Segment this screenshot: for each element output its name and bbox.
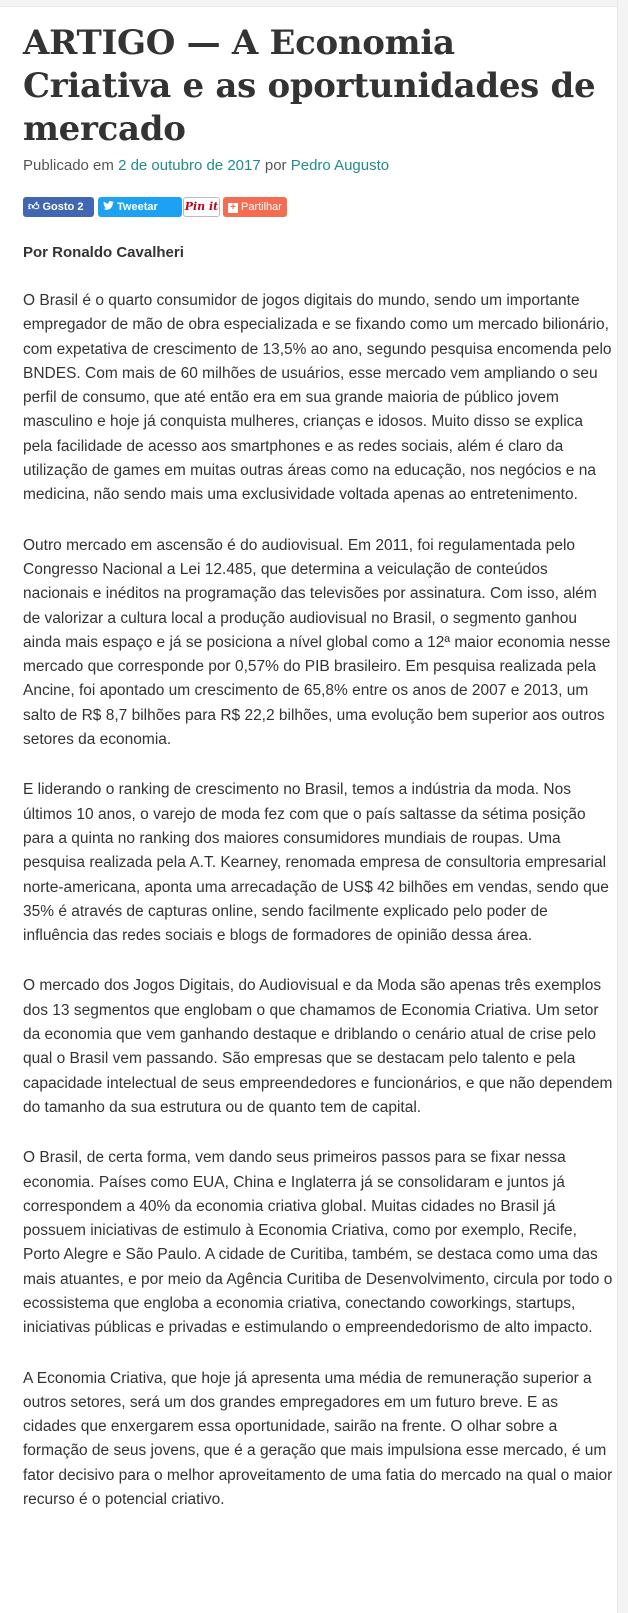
pinterest-pin-button[interactable] [183,197,220,217]
byline: Por Ronaldo Cavalheri [23,244,184,261]
article [23,22,613,1512]
page-right-border [617,0,628,1613]
paragraph: A Economia Criativa, que hoje já apresenta uma média de remuneração superior a outros setores, será um dos grandes empregadores em um futuro breve. E as cidades que enxergarem essa oportunidade, sairão na frente. O olhar sobre a formação de seus jovens, que é a geração que mais impulsiona esse mercado, é um fator decisivo para o melhor aproveitamento de uma fatia do mercado na qual o maior recurso é o potencial criativo. [23,1369,613,1509]
twitter-tweet-button[interactable] [98,197,182,217]
paragraph: O mercado dos Jogos Digitais, do Audiovisual e da Moda são apenas três exemplos dos 13 segmentos que englobam o que chamamos de Economia Criativa. Um setor da economia que vem ganhando destaque e driblando o cenário atual de crise pelo qual o Brasil vem passando. São empresas que se destacam pelo talento e pela capacidade intelectual de seus empreendedores e funcionários, e que não dependem do tamanho da sua estrutura ou de quanto tem de capital. [23,977,613,1116]
paragraph: E liderando o ranking de crescimento no Brasil, temos a indústria da moda. Nos últimos 10 anos, o varejo de moda fez com que o país saltasse da sétima posição para a quinta no ranking dos maiores consumidores mundiais de roupas. Uma pesquisa realizada pela A.T. Kearney, renomada empresa de consultoria empresarial norte-americana, aponta uma arrecadação de US$ 42 bilhões em vendas, sendo que 35% é através de capturas online, sendo facilmente explicado pelo poder de influência das redes sociais e blogs de formadores de opinião dessa área. [23,781,609,945]
share-button[interactable] [223,197,287,217]
twitter-bird-icon [103,197,114,217]
author-link[interactable]: Pedro Augusto [290,157,390,174]
article-title: ARTIGO — A Economia Criativa e as oportunidades de mercado [23,23,596,149]
paragraph: O Brasil, de certa forma, vem dando seus primeiros passos para se fixar nessa economia. Países como EUA, China e Inglaterra já se consolidaram e juntos já correspondem a 40% da economia criativa global. Muitas cidades no Brasil já possuem iniciativas de estimulo à Economia Criativa, como por exemplo, Recife, Porto Alegre e São Paulo. A cidade de Curitiba, também, se destaca como uma das mais atuantes, e por meio da Agência Curitiba de Desenvolvimento, circula por todo o ecossistema que engloba a economia criativa, conectando coworkings, startups, iniciativas públicas e privadas e estimulando o empreendedorismo de alto impacto. [23,1149,613,1337]
page-top-border [0,0,628,7]
share-bar [23,197,613,217]
post-meta [23,156,613,176]
thumbs-up-icon: 👍︎ [28,201,40,213]
article-body [23,289,613,1512]
facebook-like-label: Gosto 2 [42,201,84,213]
pinterest-pin-label: Pin it [184,200,219,213]
twitter-tweet-label: Tweetar [117,201,158,213]
by-label: por [264,157,287,174]
share-label: Partilhar [241,201,282,213]
published-label: Publicado em [23,157,114,174]
paragraph: O Brasil é o quarto consumidor de jogos digitais do mundo, sendo um importante empregador de mão de obra especializada e se fixando como um mercado bilionário, com expetativa de crescimento de 13,5% ao ano, segundo pesquisa encomenda pelo BNDES. Com mais de 60 milhões de usuários, esse mercado vem ampliando o seu perfil de consumo, que até então era em sua grande maioria de público jovem masculino e hoje já conquista mulheres, crianças e idosos. Muito disso se explica pela facilidade de acesso aos smartphones e as redes sociais, além é claro da utilização de games em muitas outras áreas como na educação, nos negócios e na medicina, não sendo mais uma exclusividade voltada apenas ao entretenimento. [23,292,612,504]
post-date-link[interactable]: 2 de outubro de 2017 [118,157,261,174]
facebook-like-button[interactable] [23,197,94,217]
plus-icon: + [228,203,238,213]
paragraph: Outro mercado em ascensão é do audiovisual. Em 2011, foi regulamentada pelo Congresso Nacional a Lei 12.485, que determina a veiculação de conteúdos nacionais e inéditos na programação das televisões por assinatura. Com isso, além de valorizar a cultura local a produção audiovisual no Brasil, o segmento ganhou ainda mais espaço e já se posiciona a nível global como a 12ª maior economia nesse mercado que corresponde por 0,57% do PIB brasileiro. Em pesquisa realizada pela Ancine, foi apontado um crescimento de 65,8% entre os anos de 2007 e 2013, um salto de R$ 8,7 bilhões para R$ 22,2 bilhões, uma evolução bem superior aos outros setores da economia. [23,536,611,749]
